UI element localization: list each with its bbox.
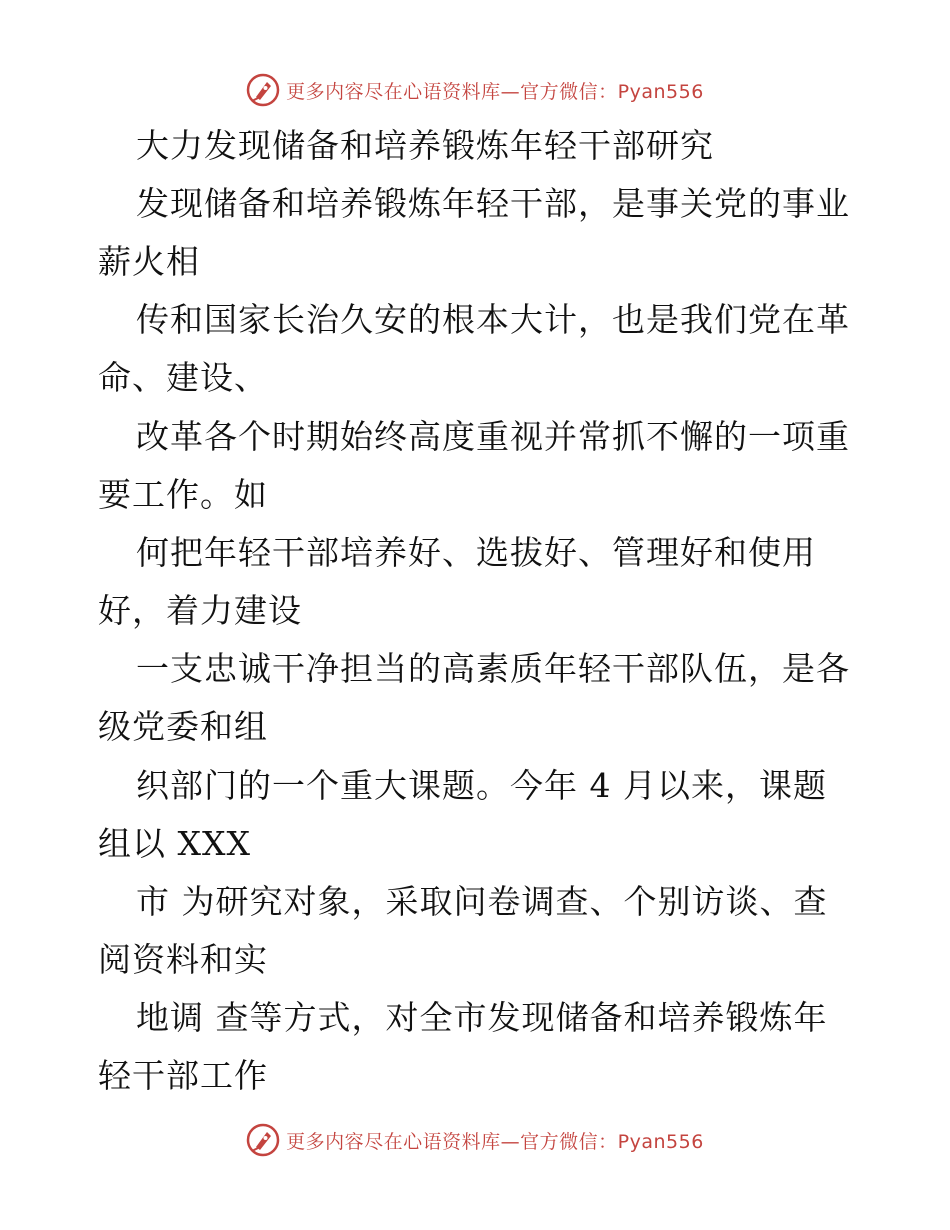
text-line: 组以 XXX [98, 824, 251, 863]
watermark-text: 更多内容尽在心语资料库—官方微信：Pyan556 [286, 80, 704, 103]
text-line: 好，着力建设 [98, 591, 302, 630]
text-line: 命、建设、 [98, 358, 268, 397]
text-line: 发现储备和培养锻炼年轻干部，是事关党的事业 [136, 184, 850, 223]
footer-watermark-inner [246, 1123, 704, 1157]
text-line: 传和国家长治久安的根本大计，也是我们党在革 [136, 300, 850, 339]
footer-watermark [0, 1120, 950, 1160]
pen-nib-icon [246, 73, 280, 107]
text-line: 织部门的一个重大课题。今年 4 月以来，课题 [136, 766, 827, 805]
text-line: 一支忠诚干净担当的高素质年轻干部队伍，是各 [136, 649, 850, 688]
text-line: 薪火相 [98, 242, 200, 281]
text-line: 地调 查等方式，对全市发现储备和培养锻炼年 [136, 998, 828, 1037]
text-line: 改革各个时期始终高度重视并常抓不懈的一项重 [136, 417, 850, 456]
watermark-text: 更多内容尽在心语资料库—官方微信：Pyan556 [286, 1130, 704, 1153]
text-line: 要工作。如 [98, 475, 268, 514]
header-watermark-inner [246, 73, 704, 107]
pen-nib-icon [246, 1123, 280, 1157]
text-line: 级党委和组 [98, 707, 268, 746]
text-line: 市 为研究对象，采取问卷调查、个别访谈、查 [136, 882, 828, 921]
document-title: 大力发现储备和培养锻炼年轻干部研究 [136, 126, 714, 165]
text-line: 轻干部工作 [98, 1056, 268, 1095]
header-watermark [0, 70, 950, 110]
text-line: 何把年轻干部培养好、选拔好、管理好和使用 [136, 533, 816, 572]
text-line: 阅资料和实 [98, 940, 268, 979]
